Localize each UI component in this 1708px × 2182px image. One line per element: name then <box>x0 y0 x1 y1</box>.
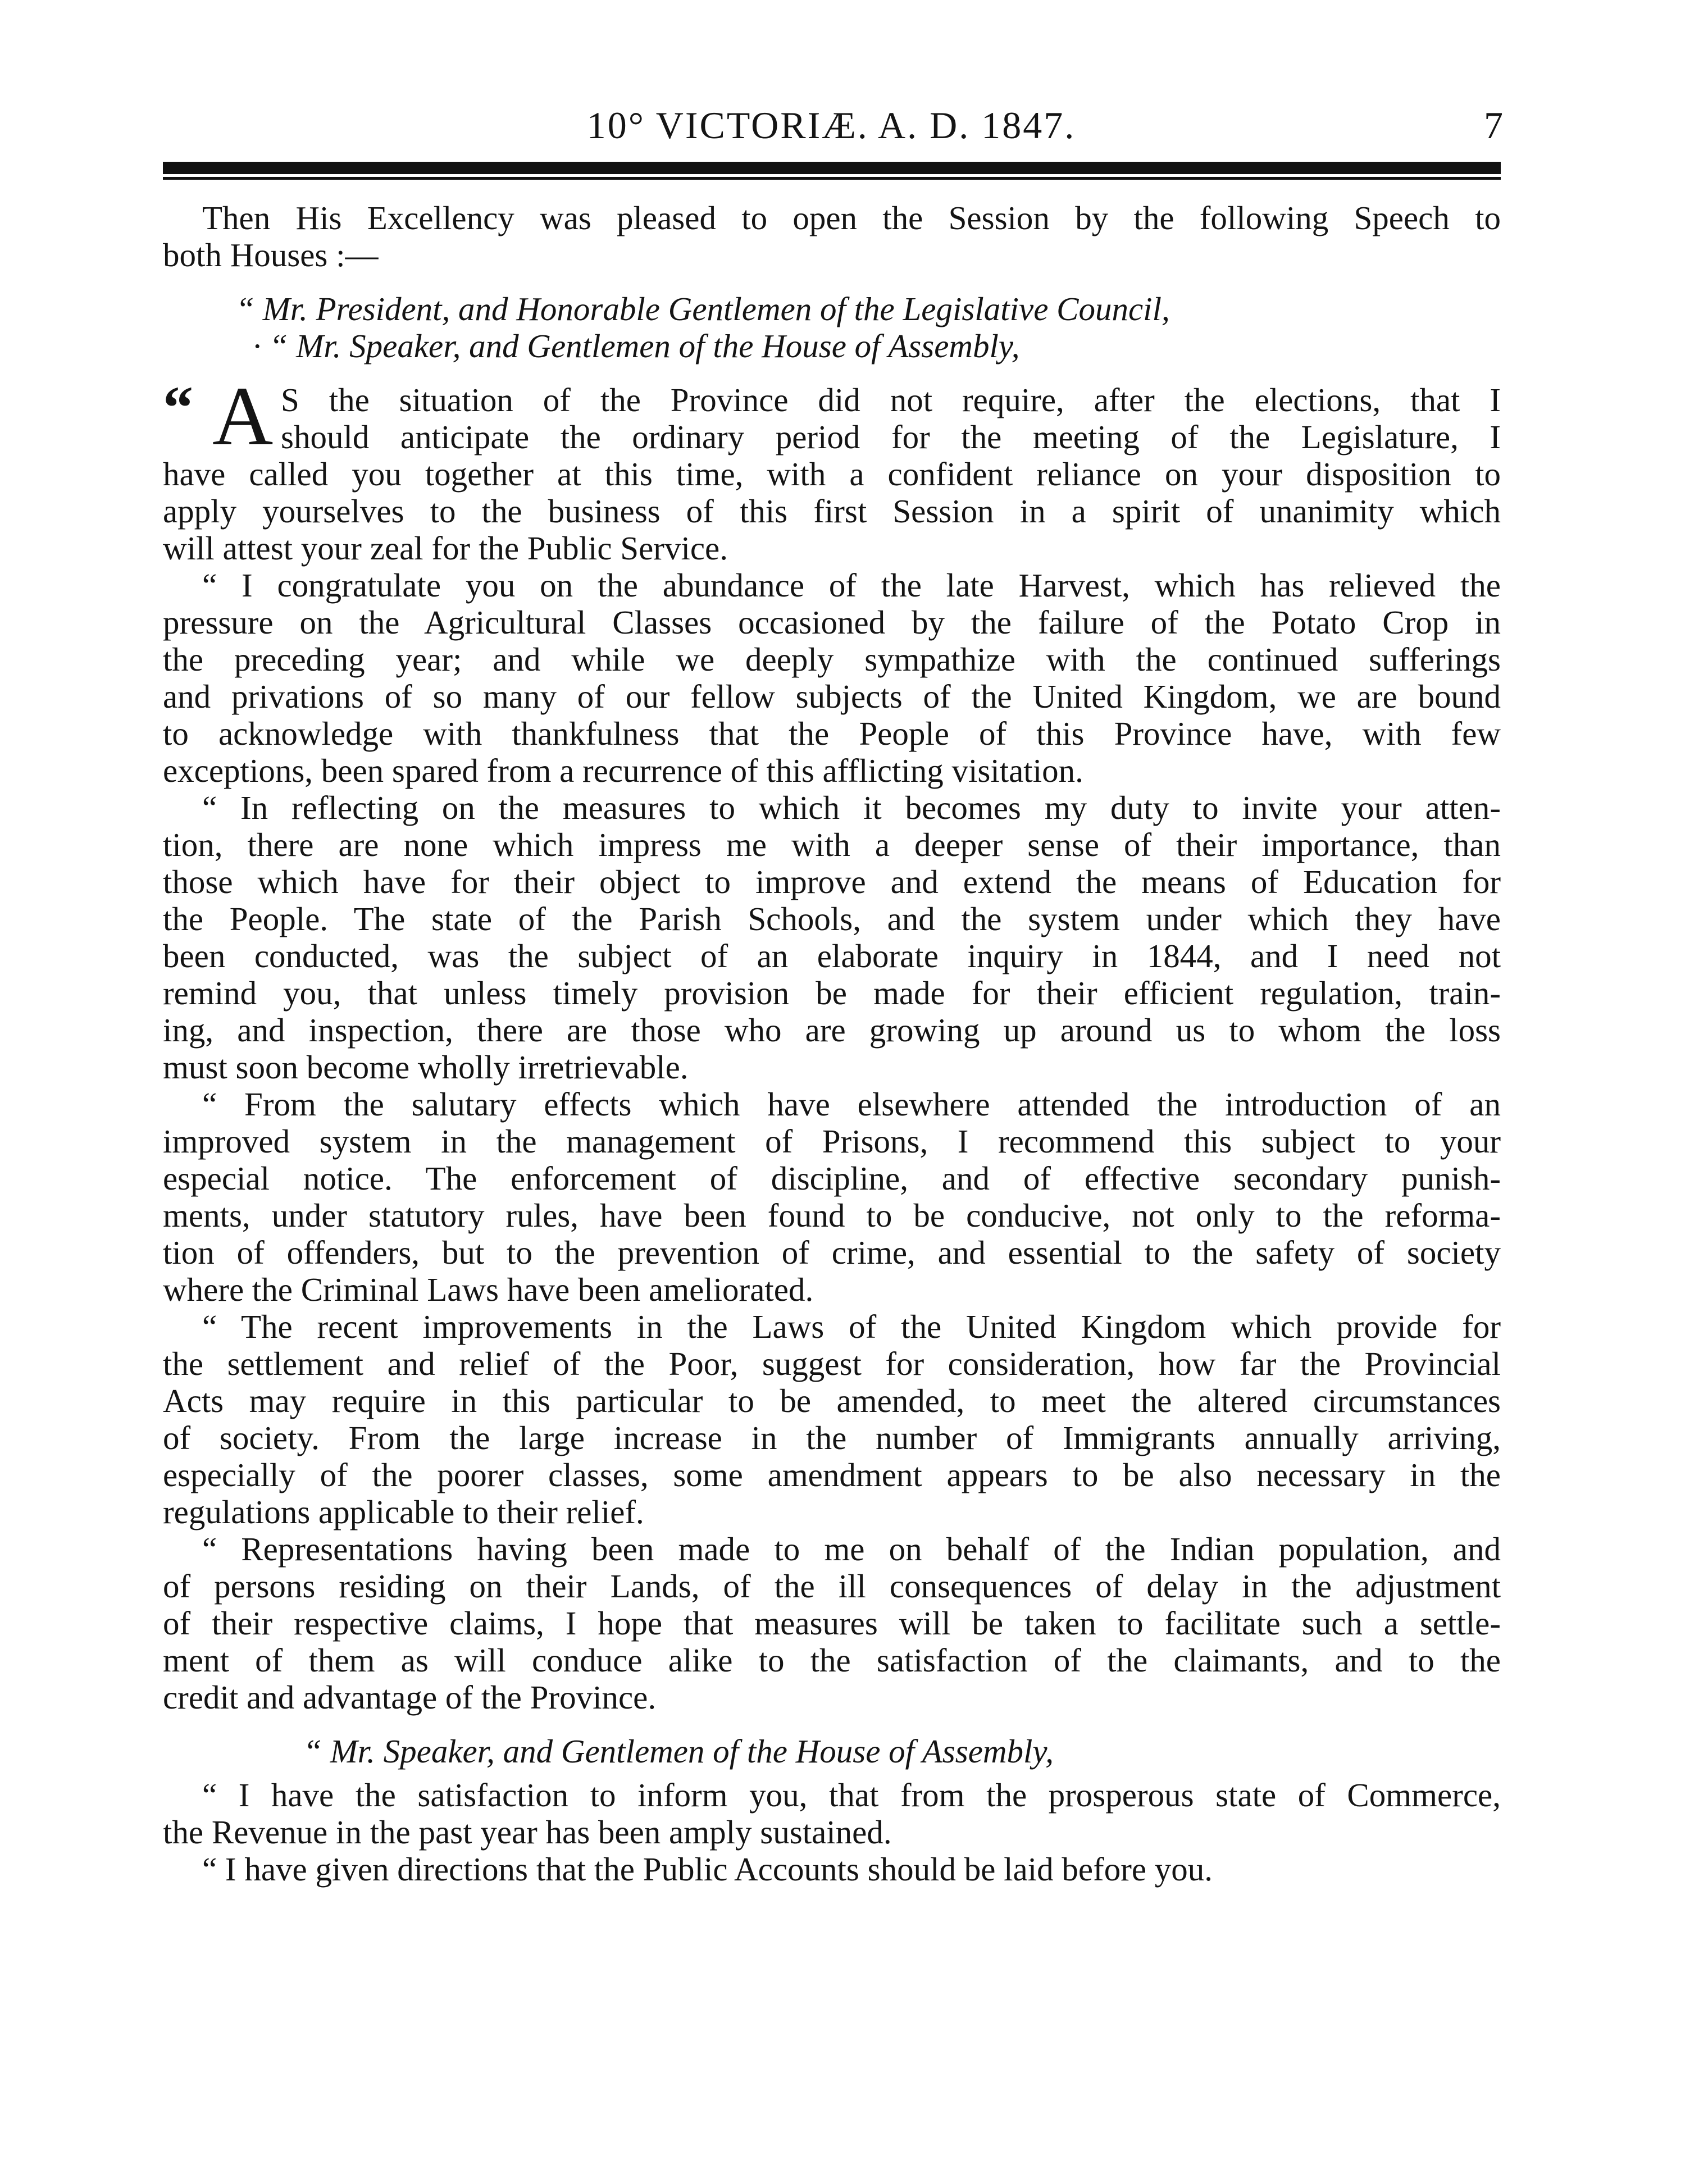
paragraph-line: been conducted, was the subject of an elaborate inquiry in 1844, and I need not <box>163 937 1501 974</box>
paragraph-line: ments, under statutory rules, have been found to be conducive, not only to the reforma- <box>163 1197 1501 1234</box>
paragraph-line: of society. From the large increase in the number of Immigrants annually arriving, <box>163 1419 1501 1456</box>
paragraph-line: “ I have the satisfaction to inform you, that from the prosperous state of Commerce, <box>202 1776 1501 1814</box>
header-rule-thick <box>163 162 1501 174</box>
paragraph-line: the Revenue in the past year has been amply sustained. <box>163 1814 892 1851</box>
running-header <box>163 100 1503 151</box>
paragraph-line: ing, and inspection, there are those who are growing up around us to whom the loss <box>163 1012 1501 1049</box>
paragraph-line: especial notice. The enforcement of discipline, and of effective secondary punish- <box>163 1160 1501 1197</box>
header-title: 10° VICTORIÆ. A. D. 1847. <box>586 104 1076 147</box>
paragraph-line: the preceding year; and while we deeply sympathize with the continued sufferings <box>163 641 1501 678</box>
paragraph-line: “ From the salutary effects which have elsewhere attended the introduction of an <box>202 1086 1501 1123</box>
paragraph-line: should anticipate the ordinary period for the meeting of the Legislature, I <box>281 418 1501 455</box>
paragraph-line: pressure on the Agricultural Classes occasioned by the failure of the Potato Crop in <box>163 604 1501 641</box>
paragraph-line: improved system in the management of Prisons, I recommend this subject to your <box>163 1123 1501 1160</box>
dropcap-letter: A <box>212 370 274 463</box>
paragraph-prisons <box>163 1086 1501 1308</box>
paragraph-line: of persons residing on their Lands, of the ill consequences of delay in the adjustment <box>163 1568 1501 1605</box>
paragraph-line: those which have for their object to improve and extend the means of Education for <box>163 863 1501 900</box>
paragraph-line: the People. The state of the Parish Schools, and the system under which they have <box>163 900 1501 937</box>
paragraph-line: regulations applicable to their relief. <box>163 1493 644 1530</box>
paragraph-line: and privations of so many of our fellow subjects of the United Kingdom, we are bound <box>163 678 1501 715</box>
address-line: “ Mr. President, and Honorable Gentlemen of the Legislative Council, <box>236 290 1170 327</box>
paragraph-line: tion, there are none which impress me with a deeper sense of their importance, than <box>163 826 1501 863</box>
paragraph-harvest <box>163 567 1501 789</box>
paragraph-poor-laws <box>163 1308 1501 1530</box>
paragraph-line: credit and advantage of the Province. <box>163 1679 657 1716</box>
opening-paragraph <box>163 370 1501 567</box>
paragraph-line: “ The recent improvements in the Laws of the United Kingdom which provide for <box>202 1308 1501 1345</box>
paragraph-line: ment of them as will conduce alike to the satisfaction of the claimants, and to the <box>163 1642 1501 1679</box>
speech-body <box>163 199 1501 1888</box>
paragraph-line: “ Representations having been made to me on behalf of the Indian population, and <box>202 1530 1501 1568</box>
intro-line: both Houses :— <box>163 236 379 274</box>
paragraph-indian-claims <box>163 1530 1501 1716</box>
paragraph-line: tion of offenders, but to the prevention of crime, and essential to the safety of society <box>163 1234 1501 1271</box>
page-number: 7 <box>1484 104 1503 147</box>
paragraph-line: exceptions, been spared from a recurrence of this afflicting visitation. <box>163 752 1083 789</box>
paragraph-line: S the situation of the Province did not require, after the elections, that I <box>281 381 1501 418</box>
paragraph-education <box>163 789 1501 1086</box>
paragraph-line: to acknowledge with thankfulness that the People of this Province have, with few <box>163 715 1501 752</box>
paragraph-line: Acts may require in this particular to be amended, to meet the altered circumstances <box>163 1382 1501 1419</box>
address-line: · “ Mr. Speaker, and Gentlemen of the House of Assembly, <box>253 327 1020 365</box>
paragraph-revenue <box>163 1776 1501 1851</box>
paragraph-line: especially of the poorer classes, some amendment appears to be also necessary in the <box>163 1456 1501 1493</box>
intro-line: Then His Excellency was pleased to open the Session by the following Speech to <box>202 199 1501 236</box>
paragraph-line: of their respective claims, I hope that measures will be taken to facilitate such a settle- <box>163 1605 1501 1642</box>
paragraph-line: “ In reflecting on the measures to which it becomes my duty to invite your atten- <box>202 789 1501 826</box>
header-rule-thin <box>163 177 1501 180</box>
dropcap-quote: “ <box>163 375 189 441</box>
paragraph-line: apply yourselves to the business of this first Session in a spirit of unanimity which <box>163 493 1501 530</box>
paragraph-line: “ I have given directions that the Public Accounts should be laid before you. <box>202 1851 1213 1888</box>
paragraph-line: have called you together at this time, with a confident reliance on your disposition to <box>163 455 1501 493</box>
paragraph-accounts <box>163 1851 1501 1888</box>
paragraph-line: remind you, that unless timely provision be made for their efficient regulation, train- <box>163 974 1501 1012</box>
address-line: “ Mr. Speaker, and Gentlemen of the House of Assembly, <box>303 1733 1054 1770</box>
paragraph-line: “ I congratulate you on the abundance of the late Harvest, which has relieved the <box>202 567 1501 604</box>
paragraph-line: must soon become wholly irretrievable. <box>163 1049 689 1086</box>
paragraph-line: will attest your zeal for the Public Service. <box>163 530 728 567</box>
paragraph-line: the settlement and relief of the Poor, suggest for consideration, how far the Provincial <box>163 1345 1501 1382</box>
paragraph-line: where the Criminal Laws have been ameliorated. <box>163 1271 814 1308</box>
